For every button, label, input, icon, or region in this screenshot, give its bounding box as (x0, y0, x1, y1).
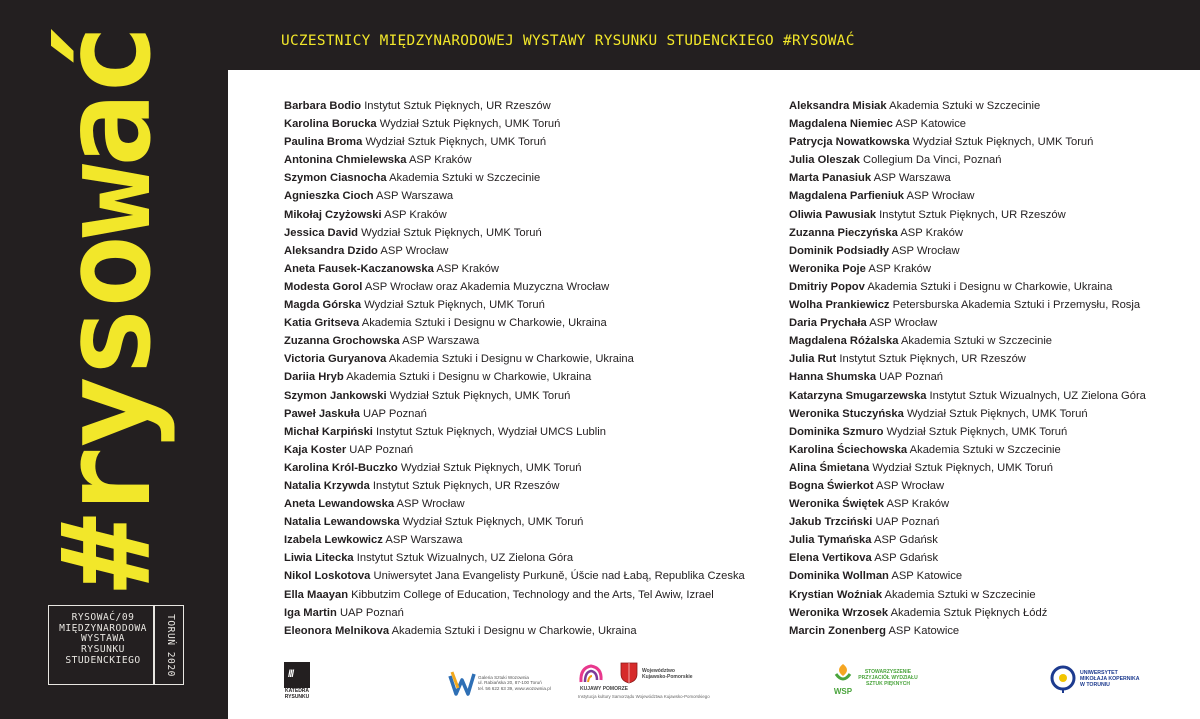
exhibition-info-box (48, 605, 184, 685)
participant-entry (789, 278, 1146, 296)
participant-institution: ASP Katowice (888, 624, 960, 637)
logo-text: Kujawsko-Pomorskie (642, 674, 693, 680)
participant-name: Ella Maayan (284, 588, 349, 601)
participant-institution: Akademia Sztuki i Designu w Charkowie, Ukraina (361, 317, 607, 330)
participants-column-right (789, 97, 1146, 640)
logo-text: KUJAWY (580, 686, 602, 692)
participant-institution: UAP Poznań (875, 516, 940, 529)
participant-entry (789, 206, 1146, 224)
vertical-title-text: #rysować (36, 25, 179, 590)
participant-institution: Instytut Sztuk Pięknych, UR Rzeszów (372, 479, 560, 492)
participant-name: Julia Rut (789, 353, 837, 366)
participant-institution: UAP Poznań (363, 407, 427, 420)
participant-name: Julia Oleszak (789, 154, 860, 167)
logo-text: ul. Rabiańska 20, 87-100 Toruń (478, 680, 542, 686)
participant-name: Karolina Borucka (284, 118, 377, 131)
logo-text: KATEDRA (284, 688, 310, 694)
participant-name: Julia Tymańska (789, 534, 872, 547)
participant-institution: Instytut Sztuk Pięknych, UR Rzeszów (364, 100, 551, 112)
participant-institution: Wydział Sztuk Pięknych, UMK Toruń (361, 226, 542, 239)
participant-name: Eleonora Melnikova (284, 624, 390, 637)
participant-name: Kaja Koster (284, 443, 347, 456)
participant-name: Zuzanna Pieczyńska (789, 226, 898, 239)
participant-institution: ASP Kraków (900, 226, 963, 239)
participant-institution: Wydział Sztuk Pięknych, UMK Toruń (886, 425, 1068, 438)
participant-institution: Wydział Sztuk Pięknych, UMK Toruń (365, 136, 547, 149)
participant-institution: ASP Gdańsk (874, 534, 938, 547)
participant-name: Jakub Trzciński (789, 516, 873, 529)
participant-entry (284, 387, 745, 405)
participant-name: Aneta Fausek-Kaczanowska (284, 262, 434, 275)
participant-entry (284, 151, 745, 169)
kujawy-pomorze-mark-icon (578, 662, 604, 686)
participant-entry (789, 495, 1146, 513)
participant-name: Agnieszka Cioch (284, 190, 374, 203)
logo-footer-text: Instytucja kultury Samorządu Województwa Kujawsko-Pomorskiego (578, 694, 710, 699)
participant-institution: Akademia Sztuk Pięknych Łódź (890, 606, 1048, 619)
participant-institution: ASP Katowice (891, 570, 963, 583)
participant-entry (789, 187, 1146, 205)
participant-entry (789, 350, 1146, 368)
participant-name: Aneta Lewandowska (284, 498, 395, 511)
participant-entry (284, 513, 745, 531)
info-line: RYSOWAĆ/09 (71, 612, 135, 623)
participant-institution: Akademia Sztuki i Designu w Charkowie, Ukraina (388, 353, 634, 366)
participant-entry (789, 224, 1146, 242)
participant-name: Oliwia Pawusiak (789, 208, 877, 221)
participant-name: Hanna Shumska (789, 371, 877, 384)
participant-name: Liwia Litecka (284, 552, 354, 565)
logo-text: SZTUK PIĘKNYCH (866, 681, 910, 687)
participant-entry (789, 387, 1146, 405)
participant-name: Szymon Ciasnocha (284, 172, 387, 185)
umk-logo (1050, 662, 1150, 702)
logo-text: Województwo (642, 668, 675, 674)
participant-entry (789, 459, 1146, 477)
participant-entry (284, 350, 745, 368)
participant-entry (284, 133, 745, 151)
participant-entry (284, 477, 745, 495)
participant-name: Paulina Broma (284, 136, 363, 149)
participant-name: Natalia Lewandowska (284, 516, 400, 529)
participant-institution: Akademia Sztuki w Szczecinie (884, 588, 1036, 601)
participant-institution: Wydział Sztuk Pięknych, UMK Toruń (400, 461, 582, 474)
city-year (159, 610, 181, 680)
participant-institution: Instytut Sztuk Pięknych, UR Rzeszów (879, 208, 1066, 221)
participant-entry (789, 151, 1146, 169)
wozownia-mark-icon (448, 668, 476, 698)
participant-institution: ASP Warszawa (402, 335, 480, 348)
logo-text: RYSUNKU (284, 693, 310, 700)
participant-entry (284, 187, 745, 205)
participant-institution: Petersburska Akademia Sztuki i Przemysłu, Rosja (892, 299, 1141, 312)
participant-institution: Wydział Sztuk Pięknych, UMK Toruń (364, 299, 545, 312)
participant-entry (284, 549, 745, 567)
participant-name: Dominik Podsiadły (789, 244, 890, 257)
participant-entry (789, 622, 1146, 640)
logo-text: W TORUNIU (1080, 682, 1110, 689)
participant-institution: Akademia Sztuki w Szczecinie (389, 172, 541, 185)
participant-institution: ASP Warszawa (376, 190, 454, 203)
participant-institution: ASP Kraków (868, 262, 931, 275)
participant-entry (284, 423, 745, 441)
participant-name: Antonina Chmielewska (284, 154, 407, 167)
participant-name: Izabela Lewkowicz (284, 534, 383, 547)
participant-name: Michał Karpiński (284, 425, 373, 438)
participant-name: Weronika Poje (789, 262, 866, 275)
participant-name: Dmitriy Popov (789, 280, 865, 293)
info-divider (153, 606, 155, 684)
participant-entry (284, 260, 745, 278)
participant-entry (284, 531, 745, 549)
participant-name: Jessica David (284, 226, 359, 239)
participant-institution: Instytut Sztuk Pięknych, Wydział UMCS Lublin (376, 425, 606, 438)
participant-name: Mikołaj Czyżowski (284, 208, 382, 221)
katedra-rysunku-mark-icon: /// (284, 662, 310, 688)
participant-institution: Akademia Sztuki i Designu w Charkowie, Ukraina (346, 371, 592, 384)
participant-name: Magdalena Parfieniuk (789, 190, 905, 203)
participant-entry (789, 531, 1146, 549)
participant-institution: Instytut Sztuk Wizualnych, UZ Zielona Góra (929, 389, 1146, 402)
participant-name: Dominika Wollman (789, 570, 889, 583)
participant-institution: Kibbutzim College of Education, Technology and the Arts, Tel Awiw, Izrael (351, 588, 714, 601)
participant-name: Katarzyna Smugarzewska (789, 389, 927, 402)
participant-entry (789, 368, 1146, 386)
participant-entry (789, 423, 1146, 441)
participant-institution: ASP Wrocław oraz Akademia Muzyczna Wrocław (364, 280, 610, 293)
participant-entry (789, 604, 1146, 622)
participant-entry (284, 314, 745, 332)
participant-institution: ASP Warszawa (385, 534, 463, 547)
info-line: STUDENCKIEGO (65, 654, 141, 666)
info-line: WYSTAWA (81, 633, 125, 645)
participant-entry (789, 477, 1146, 495)
participant-entry (284, 242, 745, 260)
participant-entry (284, 224, 745, 242)
participant-institution: ASP Wrocław (891, 244, 960, 257)
participant-name: Wolha Prankiewicz (789, 299, 890, 312)
participant-entry (789, 549, 1146, 567)
participant-institution: ASP Wrocław (906, 190, 975, 203)
participant-name: Elena Vertikova (789, 552, 872, 565)
participant-entry (789, 586, 1146, 604)
stowarzyszenie-logo (832, 662, 922, 702)
participant-entry (789, 97, 1146, 115)
participant-name: Karolina Król-Buczko (284, 461, 398, 474)
participant-name: Paweł Jaskuła (284, 407, 360, 420)
participant-entry (284, 332, 745, 350)
participant-name: Zuzanna Grochowska (284, 335, 400, 348)
participant-name: Aleksandra Misiak (789, 100, 887, 112)
participant-institution: UAP Poznań (349, 443, 414, 456)
participant-entry (284, 97, 745, 115)
participant-entry (789, 169, 1146, 187)
participant-entry (789, 260, 1146, 278)
participant-institution: Wydział Sztuk Pięknych, UMK Toruń (872, 461, 1053, 474)
participant-name: Alina Śmietana (789, 461, 870, 474)
participant-entry (284, 604, 745, 622)
participants-column-left (284, 97, 745, 640)
wsp-mark-icon (832, 662, 854, 696)
participant-entry (284, 169, 745, 187)
participant-name: Katia Gritseva (284, 317, 360, 330)
participant-entry (789, 242, 1146, 260)
participant-name: Krystian Woźniak (789, 588, 883, 601)
participant-entry (789, 133, 1146, 151)
participant-name: Weronika Wrzosek (789, 606, 889, 619)
participant-institution: Wydział Sztuk Pięknych, UMK Toruń (402, 516, 584, 529)
participant-name: Aleksandra Dzido (284, 244, 378, 257)
participant-name: Szymon Jankowski (284, 389, 387, 402)
participant-entry (284, 206, 745, 224)
participant-institution: Akademia Sztuki w Szczecinie (900, 335, 1053, 348)
galeria-wozownia-logo (448, 666, 588, 700)
katedra-rysunku-logo (284, 662, 310, 700)
participant-institution: ASP Wrocław (380, 244, 449, 257)
participant-institution: Wydział Sztuk Pięknych, UMK Toruń (906, 407, 1088, 420)
participant-institution: ASP Kraków (408, 154, 472, 167)
participant-name: Marta Panasiuk (789, 172, 872, 185)
participant-name: Magdalena Niemiec (789, 118, 893, 131)
participant-institution: ASP Wrocław (396, 498, 465, 511)
page-title: UCZESTNICY MIĘDZYNARODOWEJ WYSTAWY RYSUNKU STUDENCKIEGO #RYSOWAĆ (281, 33, 855, 49)
logo-text: UNIWERSYTET (1080, 670, 1118, 676)
participant-entry (284, 622, 745, 640)
logo-text: Galeria Sztuki Wozownia (478, 675, 529, 680)
participant-institution: ASP Wrocław (876, 479, 945, 492)
participant-name: Natalia Krzywda (284, 479, 370, 492)
logo-text: PRZYJACIÓŁ WYDZIAŁU (858, 675, 918, 681)
participant-institution: UAP Poznań (879, 371, 944, 384)
participant-entry (789, 405, 1146, 423)
participant-name: Marcin Zonenberg (789, 624, 886, 637)
participant-entry (284, 278, 745, 296)
participant-entry (284, 459, 745, 477)
participant-institution: Akademia Sztuki i Designu w Charkowie, Ukraina (867, 280, 1113, 293)
participant-name: Weronika Stuczyńska (789, 407, 904, 420)
wojewodztwo-crest-icon (620, 662, 638, 684)
participant-institution: ASP Warszawa (873, 172, 951, 185)
participant-entry (284, 586, 745, 604)
participant-institution: Wydział Sztuk Pięknych, UMK Toruń (379, 118, 561, 131)
participant-name: Magda Górska (284, 299, 362, 312)
participant-entry (284, 495, 745, 513)
participant-institution: Wydział Sztuk Pięknych, UMK Toruń (912, 136, 1094, 149)
participant-institution: ASP Gdańsk (874, 552, 939, 565)
participant-name: Barbara Bodio (284, 100, 362, 112)
participant-entry (284, 441, 745, 459)
participant-institution: ASP Kraków (384, 208, 447, 221)
participant-entry (789, 314, 1146, 332)
participant-name: Daria Prychała (789, 317, 867, 330)
participant-name: Victoria Guryanova (284, 353, 387, 366)
participant-institution: Collegium Da Vinci, Poznań (863, 154, 1002, 167)
participant-institution: Instytut Sztuk Wizualnych, UZ Zielona Góra (356, 552, 574, 565)
participant-name: Bogna Świerkot (789, 479, 874, 492)
participant-institution: ASP Kraków (436, 262, 499, 275)
participant-institution: ASP Kraków (886, 498, 950, 511)
participant-entry (284, 115, 745, 133)
vertical-title (36, 25, 179, 590)
city-year-text: TORUŃ 2020 (164, 613, 176, 677)
participant-entry (284, 405, 745, 423)
logo-text: tel. 56 622 63 39, www.wozownia.pl (478, 685, 551, 691)
sidebar (0, 0, 228, 719)
participant-entry (789, 513, 1146, 531)
participant-name: Karolina Ściechowska (789, 443, 908, 456)
logo-text: STOWARZYSZENIE (864, 669, 912, 675)
participant-institution: Akademia Sztuki i Designu w Charkowie, Ukraina (391, 624, 637, 637)
info-line: MIĘDZYNARODOWA (59, 622, 147, 634)
participant-name: Patrycja Nowatkowska (789, 136, 910, 149)
participant-institution: Akademia Sztuki w Szczecinie (909, 443, 1061, 456)
participant-name: Modesta Gorol (284, 280, 363, 293)
participant-name: Dominika Szmuro (789, 425, 884, 438)
participants-panel (228, 70, 1200, 719)
participant-name: Dariia Hryb (284, 371, 344, 384)
info-line: RYSUNKU (81, 644, 125, 656)
participant-institution: Uniwersytet Jana Evangelisty Purkuně, Úšcie nad Łabą, Republika Czeska (373, 570, 745, 583)
participant-institution: ASP Katowice (895, 118, 967, 131)
participant-entry (789, 296, 1146, 314)
participant-name: Nikol Loskotova (284, 570, 371, 583)
participant-name: Weronika Świętek (789, 498, 884, 511)
participant-entry (284, 567, 745, 585)
sponsor-logos (228, 660, 1200, 715)
participant-institution: ASP Wrocław (869, 317, 938, 330)
logo-text: POMORZE (602, 686, 628, 692)
participant-institution: Wydział Sztuk Pięknych, UMK Toruń (389, 389, 571, 402)
wsp-mark-text: WSP (833, 687, 853, 696)
participant-entry (789, 567, 1146, 585)
kujawy-pomorze-logo (578, 660, 708, 700)
participant-name: Magdalena Różalska (789, 335, 899, 348)
participant-entry (284, 368, 745, 386)
participant-entry (284, 296, 745, 314)
participant-name: Iga Martin (284, 606, 337, 619)
participant-entry (789, 332, 1146, 350)
logo-text: MIKOŁAJA KOPERNIKA (1080, 676, 1140, 683)
participant-institution: UAP Poznań (339, 606, 404, 619)
participant-institution: Akademia Sztuki w Szczecinie (889, 100, 1041, 112)
participant-entry (789, 115, 1146, 133)
participant-entry (789, 441, 1146, 459)
umk-mark-icon (1050, 664, 1076, 694)
participant-institution: Instytut Sztuk Pięknych, UR Rzeszów (839, 353, 1026, 366)
